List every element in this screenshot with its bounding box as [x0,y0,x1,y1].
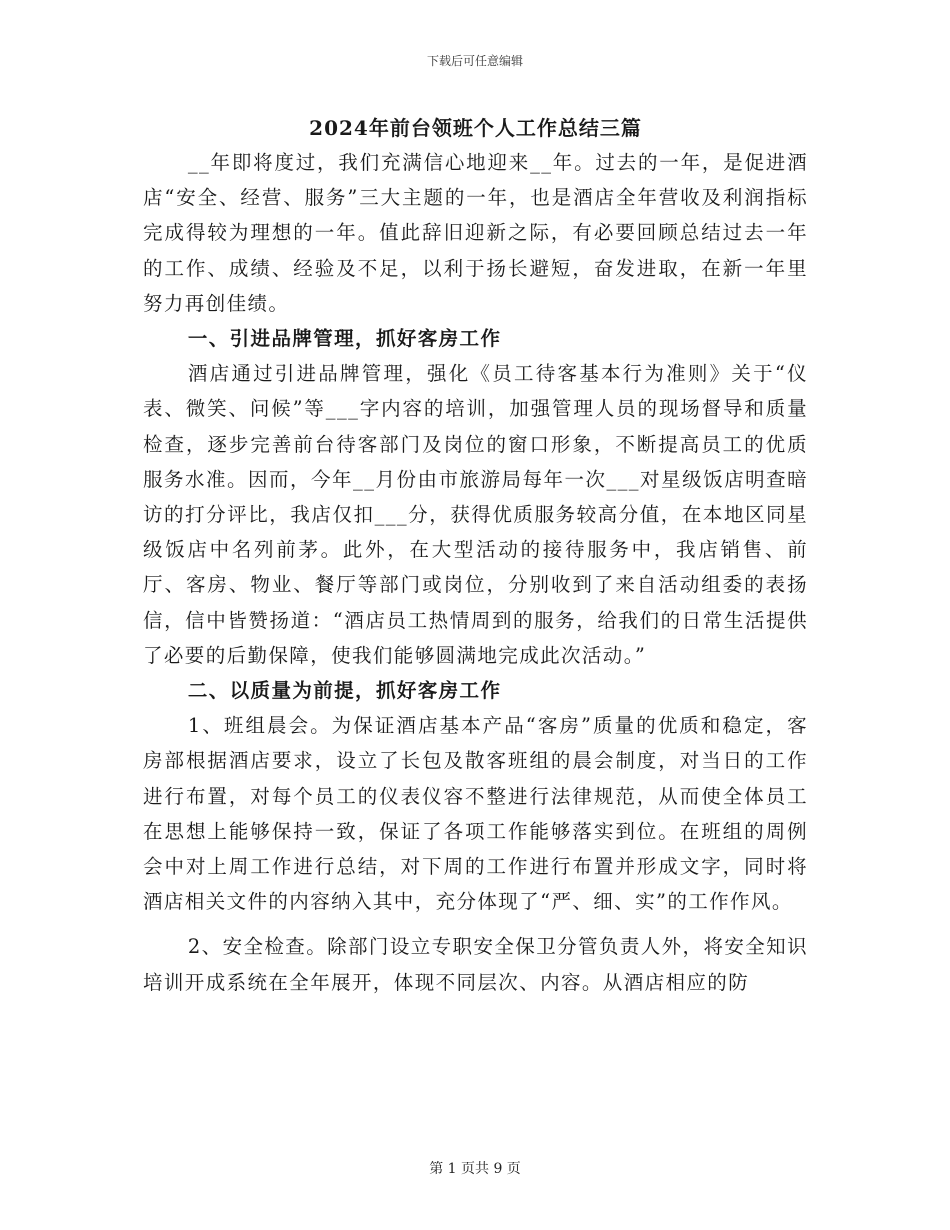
document-title: 2024年前台领班个人工作总结三篇 [309,116,642,140]
page-footer: 第 1 页共 9 页 [429,1161,521,1177]
section-1-paragraph: 酒店通过引进品牌管理，强化《员工待客基本行为准则》关于“仪表、微笑、问候”等___字内容的培训，加强管理人员的现场督导和质量检查，逐步完善前台待客部门及岗位的窗口形象，不断提高员工的优质服务水准。因而，今年__月份由市旅游局每年一次___对星级饭店明查暗访的打分评比，我店仅扣___分，获得优质服务较高分值，在本地区同星级饭店中名列前茅。此外，在大型活动的接待服务中，我店销售、前厅、客房、物业、餐厅等部门或岗位，分别收到了来自活动组委的表扬信，信中皆赞扬道：“酒店员工热情周到的服务，给我们的日常生活提供了必要的后勤保障，使我们能够圆满地完成此次活动。” [143,362,808,667]
paragraph-spacer [143,919,808,929]
section-2-item-1: 1、班组晨会。为保证酒店基本产品“客房”质量的优质和稳定，客房部根据酒店要求，设立了长包及散客班组的晨会制度，对当日的工作进行布置，对每个员工的仪表仪容不整进行法律规范，从而使全体员工在思想上能够保持一致，保证了各项工作能够落实到位。在班组的周例会中对上周工作进行总结，对下周的工作进行布置并形成文字，同时将酒店相关文件的内容纳入其中，充分体现了“严、细、实”的工作作风。 [143,714,808,914]
section-2-item-2: 2、安全检查。除部门设立专职安全保卫分管负责人外，将安全知识培训开成系统在全年展开，体现不同层次、内容。从酒店相应的防 [143,935,808,994]
section-2-heading: 二、以质量为前提，抓好客房工作 [187,679,502,703]
document-body [143,113,808,1000]
intro-paragraph: __年即将度过，我们充满信心地迎来__年。过去的一年，是促进酒店“安全、经营、服务”三大主题的一年，也是酒店全年营收及利润指标完成得较为理想的一年。值此辞旧迎新之际，有必要回顾总结过去一年的工作、成绩、经验及不足，以利于扬长避短，奋发进取，在新一年里努力再创佳绩。 [143,151,808,315]
section-1-heading: 一、引进品牌管理，抓好客房工作 [187,327,502,351]
page-header: 下载后可任意编辑 [426,54,523,68]
